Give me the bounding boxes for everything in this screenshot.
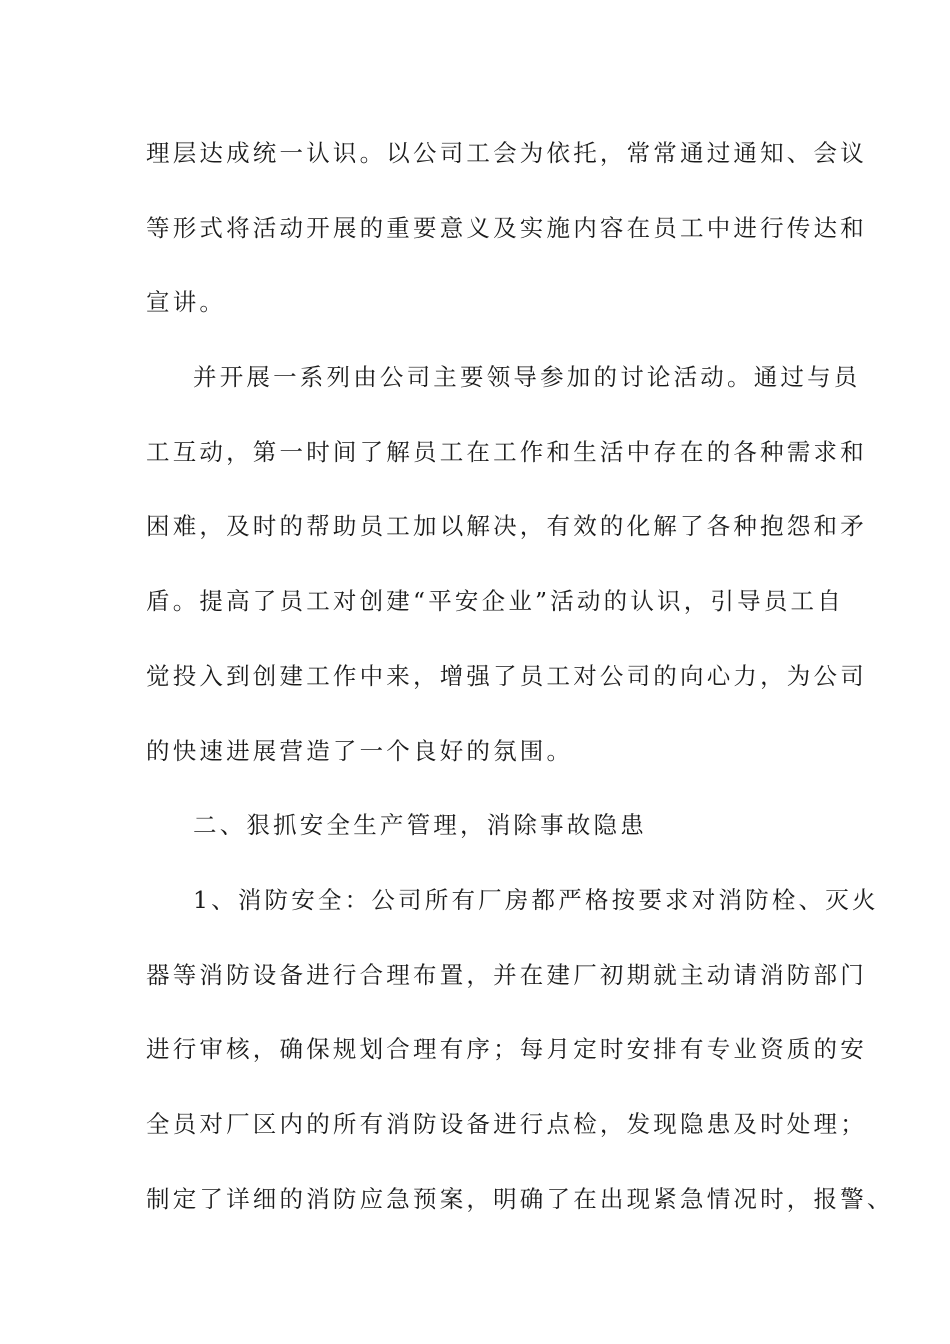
text-line: 器等消防设备进行合理布置，并在建厂初期就主动请消防部门	[146, 960, 867, 989]
text-line: 理层达成统一认识。以公司工会为依托，常常通过通知、会议	[146, 139, 867, 167]
text-line: 进行审核，确保规划合理有序；每月定时安排有专业资质的安	[146, 1035, 867, 1064]
paragraph-start-line: 1、消防安全：公司所有厂房都严格按要求对消防栓、灭火	[193, 885, 879, 914]
text-line: 工互动，第一时间了解员工在工作和生活中存在的各种需求和	[146, 437, 867, 466]
text-line: 宣讲。	[146, 288, 227, 317]
text-line: 的快速进展营造了一个良好的氛围。	[146, 736, 574, 765]
text-line: 等形式将活动开展的重要意义及实施内容在员工中进行传达和	[146, 213, 867, 242]
text-line: 盾。提高了员工对创建“平安企业”活动的认识，引导员工自	[146, 587, 844, 616]
text-line: 困难，及时的帮助员工加以解决，有效的化解了各种抱怨和矛	[146, 512, 867, 541]
text-line: 觉投入到创建工作中来，增强了员工对公司的向心力，为公司	[146, 661, 867, 690]
text-line: 全员对厂区内的所有消防设备进行点检，发现隐患及时处理；	[146, 1109, 867, 1138]
paragraph-start-line: 并开展一系列由公司主要领导参加的讨论活动。通过与员	[193, 363, 861, 392]
text-line: 制定了详细的消防应急预案，明确了在出现紧急情况时，报警、	[146, 1184, 894, 1213]
section-heading: 二、狠抓安全生产管理，消除事故隐患	[193, 811, 647, 840]
document-body	[146, 133, 894, 1253]
